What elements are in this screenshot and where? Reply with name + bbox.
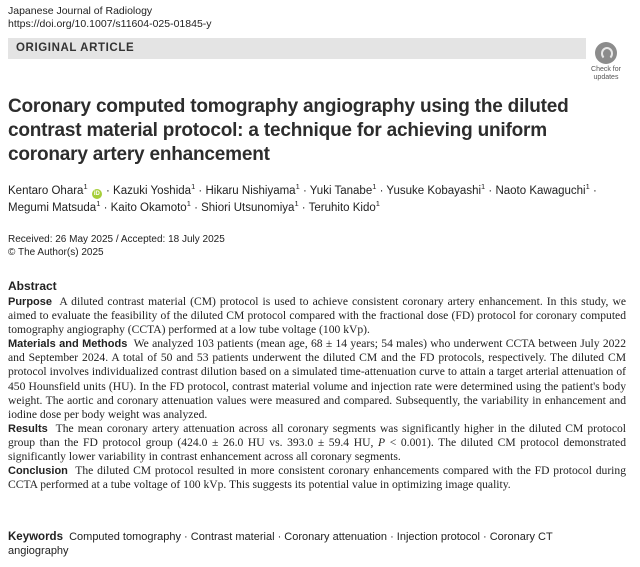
- purpose-label: Purpose: [8, 296, 53, 308]
- keywords-text: Computed tomography · Contrast material · Coronary attenuation · Injection protocol · Coronary CT angiography: [8, 531, 553, 557]
- conclusion-label: Conclusion: [8, 465, 68, 478]
- affiliation-marker: 1: [96, 199, 101, 209]
- journal-header: [8, 5, 212, 31]
- affiliation-marker: 1: [191, 182, 196, 192]
- author-name[interactable]: Yusuke Kobayashi$^1$: [386, 182, 486, 197]
- abstract-conclusion: [8, 464, 626, 492]
- author-name[interactable]: Naoto Kawaguchi$^1$: [495, 182, 590, 197]
- keywords-label: Keywords: [8, 531, 63, 543]
- article-dates: [8, 233, 225, 259]
- results-text-a: The mean coronary artery attenuation across all coronary segments was significantly higher in the diluted CM protocol group than the FD protocol group (424.0 ± 26.0 HU vs. 393.0 ± 59.4 HU,: [8, 421, 626, 449]
- author-name[interactable]: Teruhito Kido$^1$: [308, 199, 380, 214]
- author-name[interactable]: Shiori Utsunomiya$^1$: [201, 199, 299, 214]
- methods-label: Materials and Methods: [8, 338, 128, 351]
- affiliation-marker: 1: [83, 182, 88, 192]
- article-title: Coronary computed tomography angiography using the diluted contrast material protocol: a technique for achieving uniform coronary artery enhancement: [8, 96, 569, 165]
- author-name[interactable]: Megumi Matsuda$^1$: [8, 199, 101, 214]
- results-text-b: < 0.001). The diluted CM protocol demonstrated significantly lower variability in contrast enhancement across all coronary segments.: [8, 435, 627, 464]
- p-value-symbol: P: [378, 435, 386, 449]
- methods-text: We analyzed 103 patients (mean age, 68 ± 14 years; 54 males) who underwent CCTA between July 2022 and September 2024. A total of 50 and 53 patients underwent the diluted CM and the FD protocols, respectively. The diluted CM protocol involves individualized contrast dilution based on a simulated time-attenuation curve to attain a target arterial attenuation of 450 Hounsfield units (HU). In the FD protocol, contrast material volume and injection rate were determined using the patient's body weight. The aortic and coronary attenuation values were measured and compared. Subsequently, the variability in enhancement and iodine dose per body weight was analyzed.: [8, 337, 627, 421]
- article-type-banner: [8, 38, 586, 59]
- author-name[interactable]: Kaito Okamoto$^1$: [110, 199, 191, 214]
- abstract-body: [8, 295, 626, 492]
- author-name[interactable]: Kazuki Yoshida$^1$: [113, 182, 196, 197]
- author-name[interactable]: Hikaru Nishiyama$^1$: [205, 182, 300, 197]
- check-for-updates-icon: [595, 42, 617, 64]
- purpose-text: A diluted contrast material (CM) protocol is used to achieve consistent coronary artery enhancement. In this study, we aimed to evaluate the feasibility of the diluted CM protocol compared with the fractional dose (FD) protocol for coronary computed tomography angiography (CCTA) performed at a low tube voltage (100 kVp).: [8, 295, 626, 337]
- doi-link[interactable]: https://doi.org/10.1007/s11604-025-01845-y: [8, 18, 212, 30]
- abstract-methods: [8, 337, 626, 422]
- abstract-purpose: [8, 295, 626, 337]
- affiliation-marker: 1: [585, 182, 590, 192]
- results-label: Results: [8, 422, 48, 435]
- journal-name: Japanese Journal of Radiology: [8, 5, 153, 17]
- abstract-results: [8, 422, 626, 464]
- check-for-updates-label: Check for updates: [591, 66, 621, 81]
- affiliation-marker: 1: [186, 199, 191, 209]
- article-type-label: ORIGINAL ARTICLE: [16, 42, 135, 54]
- affiliation-marker: 1: [372, 182, 377, 192]
- received-accepted: Received: 26 May 2025 / Accepted: 18 July 2025: [8, 234, 225, 245]
- affiliation-marker: 1: [481, 182, 486, 192]
- check-for-updates-button[interactable]: [586, 42, 626, 82]
- author-name[interactable]: Yuki Tanabe$^1$: [309, 182, 377, 197]
- affiliation-marker: 1: [375, 199, 380, 209]
- orcid-icon[interactable]: iD: [93, 191, 100, 197]
- affiliation-marker: 1: [294, 199, 299, 209]
- keywords: [8, 530, 608, 558]
- abstract-heading: Abstract: [8, 279, 57, 293]
- author-name[interactable]: Kentaro Ohara$^1$ iD: [8, 182, 100, 197]
- conclusion-text: The diluted CM protocol resulted in more consistent coronary enhancements compared with the FD protocol during CCTA performed at a tube voltage of 100 kVp. This suggests its potential value in optimizing image quality.: [8, 464, 626, 492]
- affiliation-marker: 1: [295, 182, 300, 192]
- copyright: © The Author(s) 2025: [8, 247, 104, 258]
- author-list: Kentaro Ohara$^1$ iD · Kazuki Yoshida$^1$ · Hikaru Nishiyama$^1$ · Yuki Tanabe$^1$ · Yusuke Kobayashi$^1$ · Naoto Kawaguchi$^1$ · Megumi Matsuda$^1$ · Kaito Okamoto$^1$ · Shiori Utsunomiya$^1$ · Teruhito Kido$^1$: [8, 182, 597, 214]
